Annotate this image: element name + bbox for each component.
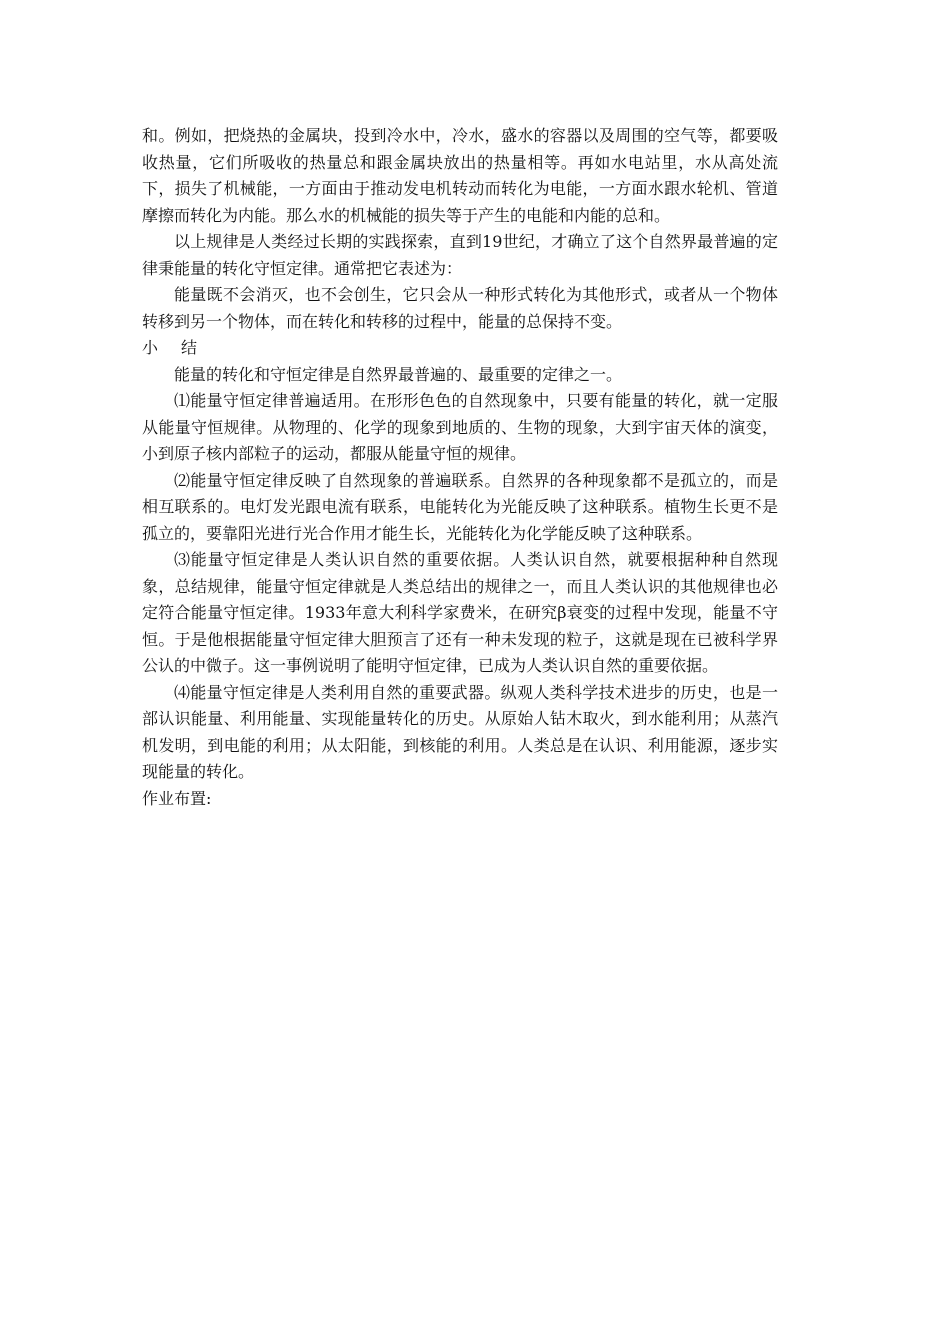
summary-heading-part-2: 结	[181, 338, 199, 357]
paragraph-point-2: ⑵能量守恒定律反映了自然现象的普遍联系。自然界的各种现象都不是孤立的，而是相互联系的。电灯发光跟电流有联系，电能转化为光能反映了这种联系。植物生长更不是孤立的，要靠阳光进行光合作用才能生长，光能转化为化学能反映了这种联系。	[142, 470, 778, 543]
paragraph-point-4: ⑷能量守恒定律是人类利用自然的重要武器。纵观人类科学技术进步的历史，也是一部认识能量、利用能量、实现能量转化的历史。从原始人钻木取火，到水能利用；从蒸汽机发明，到电能的利用；从太阳能，到核能的利用。人类总是在认识、利用能源，逐步实现能量的转化。	[142, 682, 778, 781]
paragraph-point-3: ⑶能量守恒定律是人类认识自然的重要依据。人类认识自然，就要根据种种自然现象，总结规律，能量守恒定律就是人类总结出的规律之一，而且人类认识的其他规律也必定符合能量守恒定律。1933年意大利科学家费米，在研究β衰变的过程中发现，能量不守恒。于是他根据能量守恒定律大胆预言了还有一种未发现的粒子，这就是现在已被科学界公认的中微子。这一事例说明了能明守恒定律，已成为人类认识自然的重要依据。	[142, 550, 778, 675]
summary-heading	[142, 335, 778, 362]
paragraph-law-history: 以上规律是人类经过长期的实践探索，直到19世纪，才确立了这个自然界最普遍的定律秉能量的转化守恒定律。通常把它表述为：	[142, 232, 778, 278]
paragraph-point-1: ⑴能量守恒定律普遍适用。在形形色色的自然现象中，只要有能量的转化，就一定服从能量守恒规律。从物理的、化学的现象到地质的、生物的现象，大到宇宙天体的演变，小到原子核内部粒子的运动，都服从能量守恒的规律。	[142, 391, 778, 463]
homework-heading: 作业布置:	[142, 788, 212, 808]
document-body	[142, 123, 778, 812]
summary-heading-part-1: 小	[142, 338, 160, 357]
paragraph-summary-intro: 能量的转化和守恒定律是自然界最普遍的、最重要的定律之一。	[174, 364, 623, 384]
paragraph-continuation: 和。例如，把烧热的金属块，投到冷水中，冷水，盛水的容器以及周围的空气等，都要吸收热量，它们所吸收的热量总和跟金属块放出的热量相等。再如水电站里，水从高处流下，损失了机械能，一方面由于推动发电机转动而转化为电能，一方面水跟水轮机、管道摩擦而转化为内能。那么水的机械能的损失等于产生的电能和内能的总和。	[142, 126, 778, 225]
paragraph-law-statement: 能量既不会消灭，也不会创生，它只会从一种形式转化为其他形式，或者从一个物体转移到另一个物体，而在转化和转移的过程中，能量的总保持不变。	[142, 285, 778, 331]
